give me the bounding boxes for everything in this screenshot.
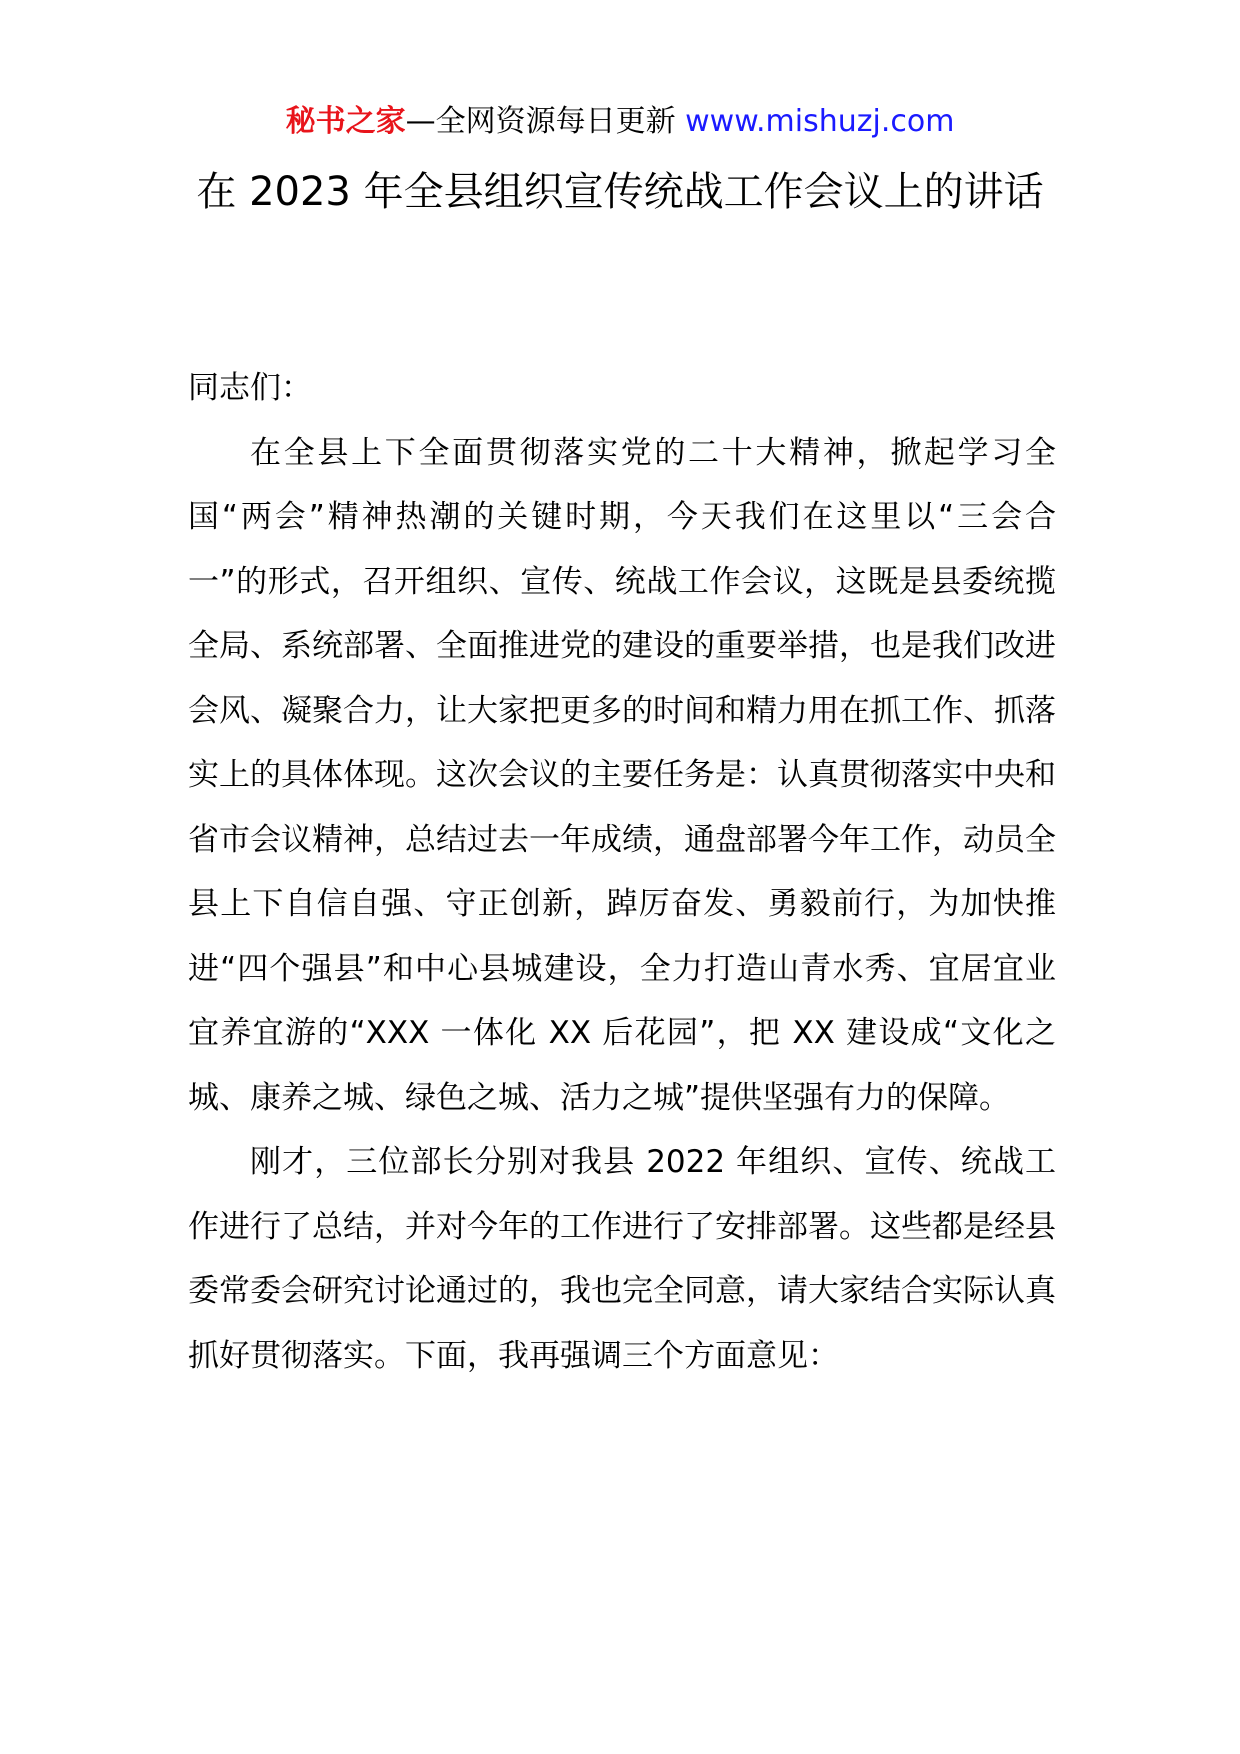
body-paragraph: 刚才，三位部长分别对我县 2022 年组织、宣传、统战工作进行了总结，并对今年的工作进行了安排部署。这些都是经县委常委会研究讨论通过的，我也完全同意，请大家结合实际认真抓好贯彻落实。下面，我再强调三个方面意见：: [188, 1144, 1056, 1374]
site-url-link[interactable]: www.mishuzj.com: [685, 104, 955, 139]
salutation: 同志们：: [188, 370, 312, 406]
document-title: 在 2023 年全县组织宣传统战工作会议上的讲话: [196, 169, 1044, 215]
document-body: [188, 356, 1056, 1388]
site-tagline: —全网资源每日更新: [405, 104, 686, 139]
site-brand: 秘书之家: [285, 104, 406, 139]
site-header: [0, 100, 1240, 144]
body-paragraph: 在全县上下全面贯彻落实党的二十大精神，掀起学习全国“两会”精神热潮的关键时期，今天我们在这里以“三会合一”的形式，召开组织、宣传、统战工作会议，这既是县委统揽全局、系统部署、全面推进党的建设的重要举措，也是我们改进会风、凝聚合力，让大家把更多的时间和精力用在抓工作、抓落实上的具体体现。这次会议的主要任务是：认真贯彻落实中央和省市会议精神，总结过去一年成绩，通盘部署今年工作，动员全县上下自信自强、守正创新，踔厉奋发、勇毅前行，为加快推进“四个强县”和中心县城建设，全力打造山青水秀、宜居宜业宜养宜游的“XXX 一体化 XX 后花园”，把 XX 建设成“文化之城、康养之城、绿色之城、活力之城”提供坚强有力的保障。: [188, 434, 1056, 1116]
